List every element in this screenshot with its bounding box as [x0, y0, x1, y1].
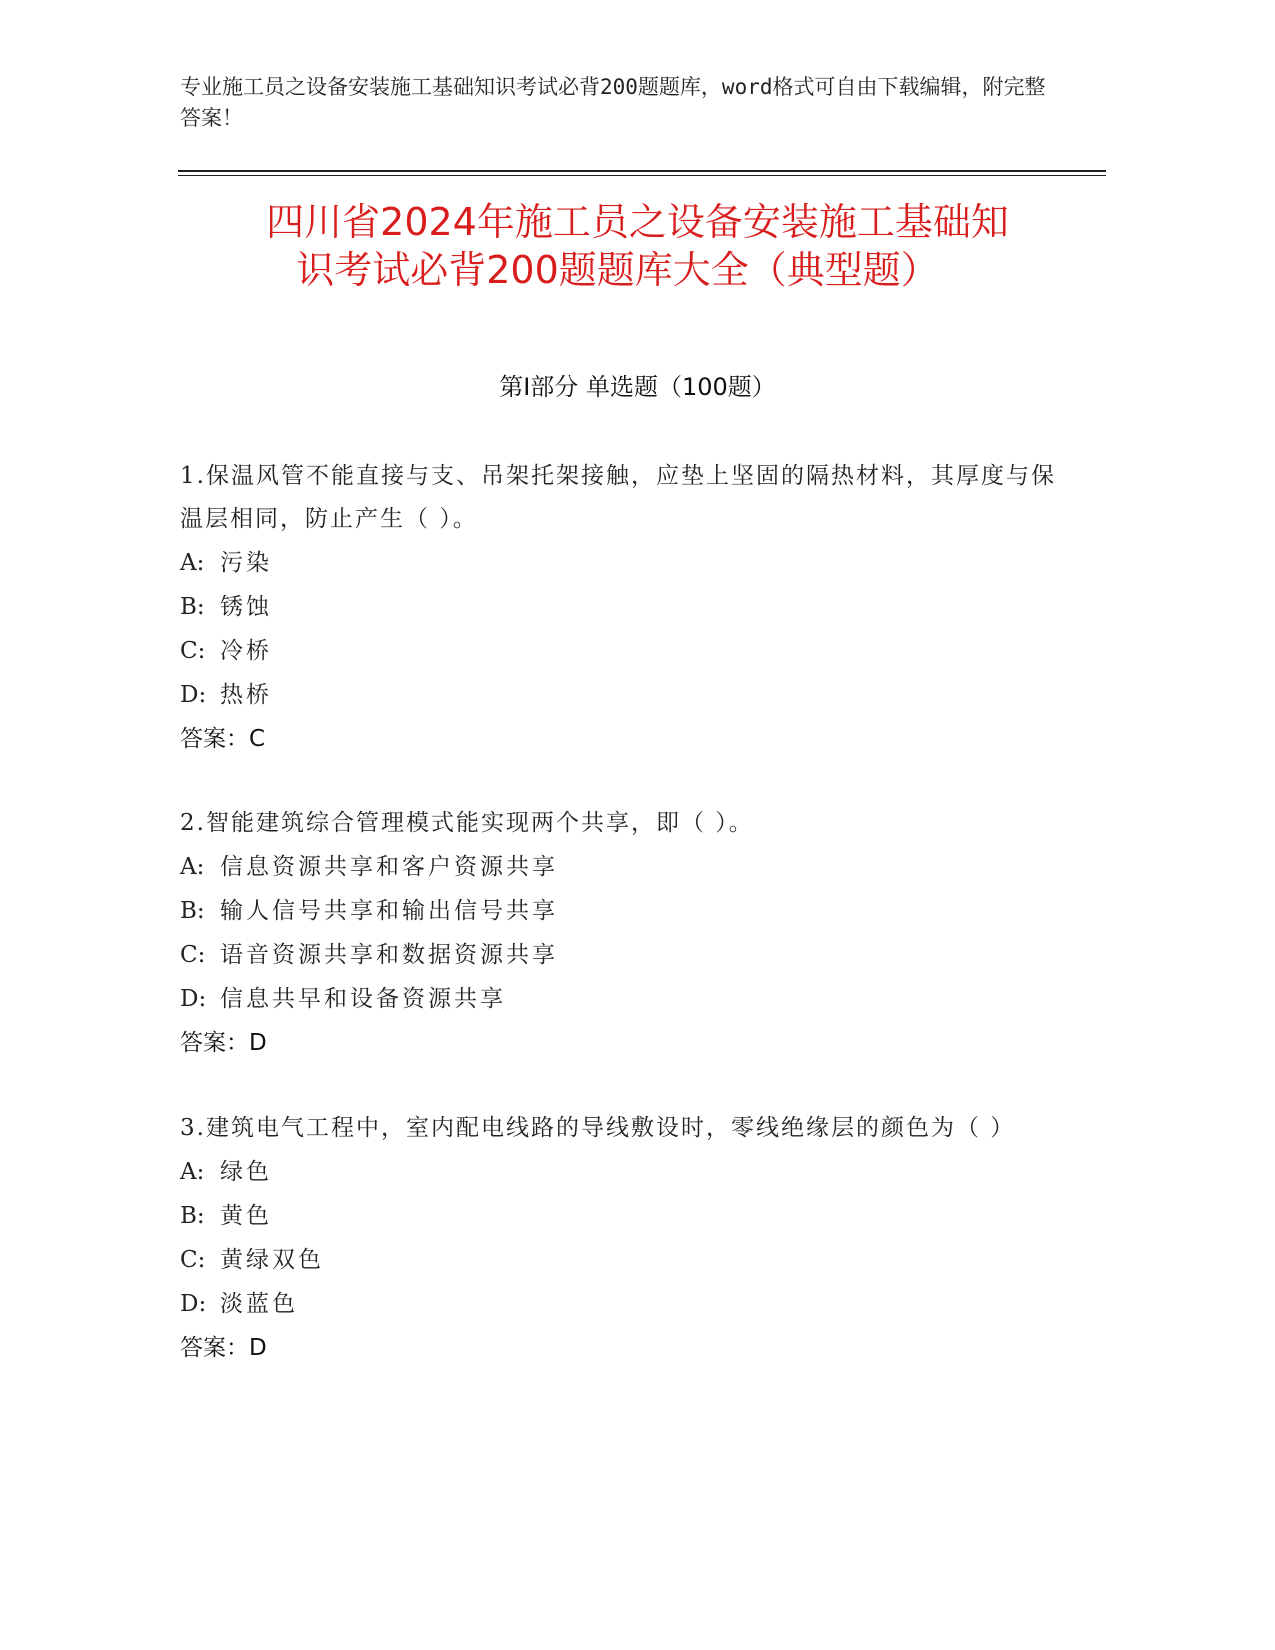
option-a	[180, 1150, 1060, 1194]
option-text: 语音资源共享和数据资源共享	[220, 942, 558, 968]
option-text: 信息共早和设备资源共享	[220, 986, 506, 1012]
option-d	[180, 1282, 1060, 1326]
answer-line: 答案：C	[180, 726, 266, 752]
option-d	[180, 977, 1060, 1021]
document-title-line-1: 四川省2024年施工员之设备安装施工基础知	[266, 200, 1009, 244]
option-key: A:	[180, 1159, 205, 1185]
option-text: 污染	[220, 550, 272, 576]
option-key: C:	[180, 638, 206, 664]
option-text: 冷桥	[220, 638, 272, 664]
answer-line: 答案：D	[180, 1335, 267, 1361]
option-key: B:	[180, 1203, 205, 1229]
option-key: B:	[180, 594, 205, 620]
option-c	[180, 1238, 1060, 1282]
option-text: 锈蚀	[220, 594, 272, 620]
option-d	[180, 673, 1060, 717]
option-text: 信息资源共享和客户资源共享	[220, 854, 558, 880]
option-a	[180, 845, 1060, 889]
option-key: C:	[180, 1247, 206, 1273]
option-b	[180, 1194, 1060, 1238]
document-title-line-2: 识考试必背200题题库大全（典型题）	[296, 248, 939, 292]
option-key: D:	[180, 986, 207, 1012]
option-c	[180, 629, 1060, 673]
option-a	[180, 541, 1060, 585]
question-block	[180, 455, 1060, 761]
document-title	[0, 198, 1275, 294]
question-block	[180, 802, 1060, 1065]
option-key: D:	[180, 1291, 207, 1317]
option-b	[180, 585, 1060, 629]
option-key: D:	[180, 682, 207, 708]
option-c	[180, 933, 1060, 977]
option-key: C:	[180, 942, 206, 968]
answer-line: 答案：D	[180, 1030, 267, 1056]
section-heading: 第Ⅰ部分 单选题（100题）	[499, 373, 776, 401]
question-stem: 3.建筑电气工程中，室内配电线路的导线敷设时，零线绝缘层的颜色为（ ）	[180, 1115, 1016, 1141]
header-divider	[178, 170, 1106, 172]
option-text: 黄绿双色	[220, 1247, 324, 1273]
option-key: A:	[180, 550, 205, 576]
option-text: 淡蓝色	[220, 1291, 298, 1317]
header-note: 专业施工员之设备安装施工基础知识考试必背200题题库，word格式可自由下载编辑，附完整答案！	[180, 75, 1046, 130]
option-text: 热桥	[220, 682, 272, 708]
header-divider-thin	[178, 175, 1106, 176]
option-key: B:	[180, 898, 205, 924]
question-stem: 2.智能建筑综合管理模式能实现两个共享，即（ ）。	[180, 810, 754, 836]
option-key: A:	[180, 854, 205, 880]
question-stem: 1.保温风管不能直接与支、吊架托架接触，应垫上坚固的隔热材料，其厚度与保温层相同，防止产生（ ）。	[180, 463, 1056, 532]
option-text: 黄色	[220, 1203, 272, 1229]
question-block	[180, 1107, 1060, 1370]
option-b	[180, 889, 1060, 933]
option-text: 输人信号共享和输出信号共享	[220, 898, 558, 924]
option-text: 绿色	[220, 1159, 272, 1185]
